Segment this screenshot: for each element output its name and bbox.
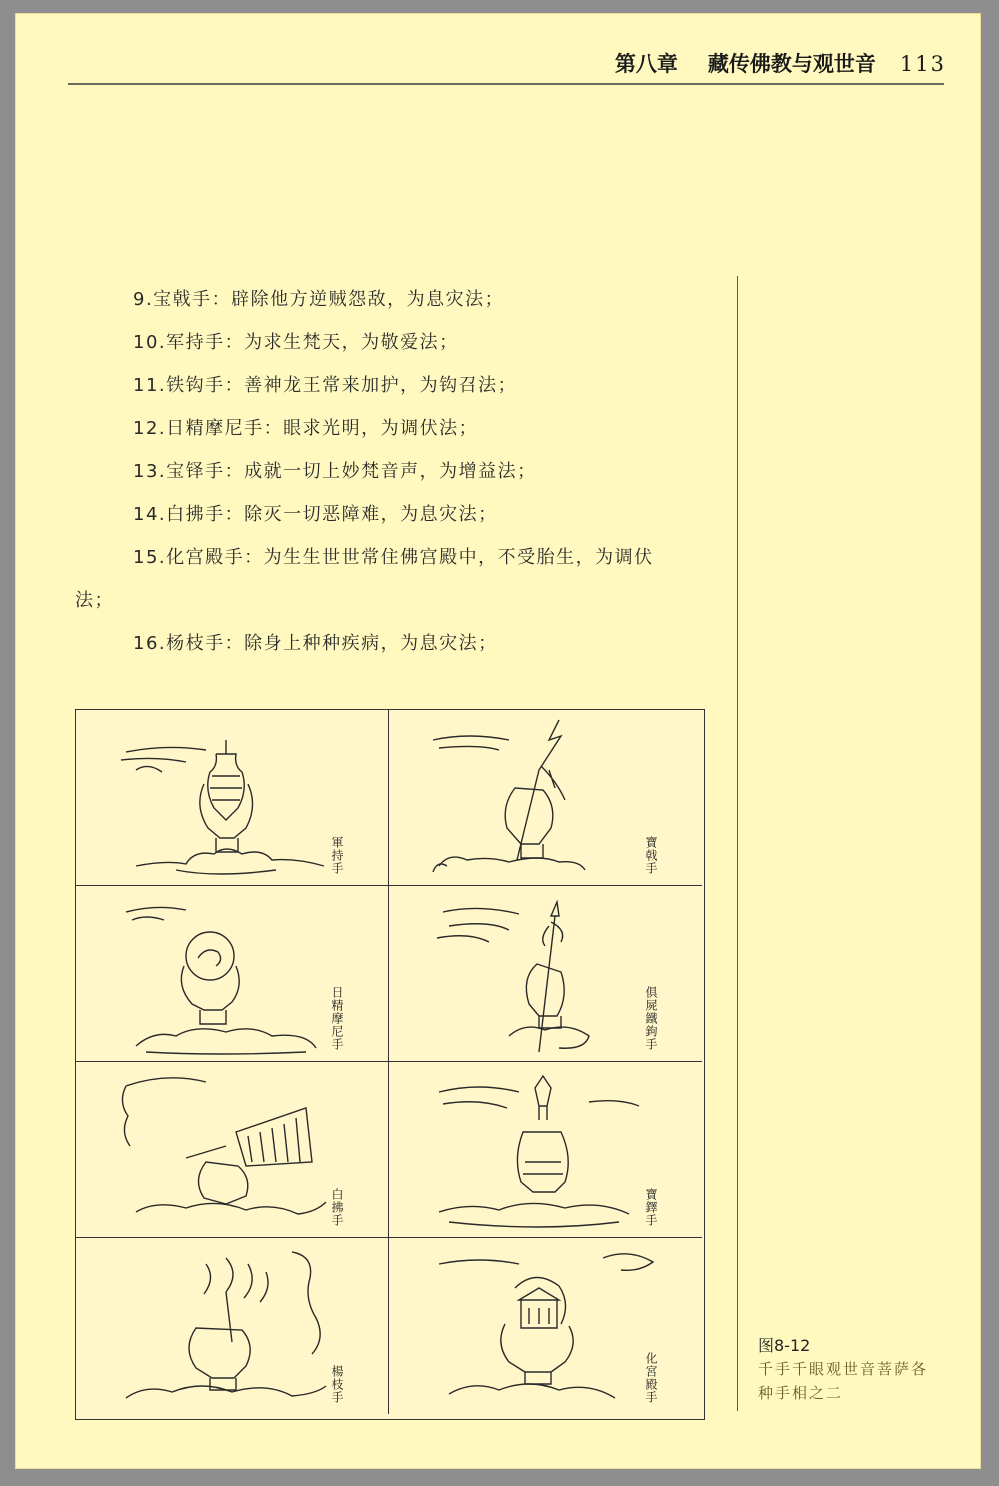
- panel-whisk-hand: [76, 1062, 389, 1238]
- panel-sun-jewel-hand: [76, 886, 389, 1062]
- header-rule: [68, 83, 944, 85]
- book-page: [15, 13, 981, 1469]
- panel-bell-hand: [389, 1062, 702, 1238]
- body-line-14: 14.白拂手：除灭一切恶障难，为息灾法；: [133, 504, 498, 525]
- margin-rule: [737, 276, 738, 1411]
- body-line-16: 16.杨枝手：除身上种种疾病，为息灾法；: [133, 633, 498, 654]
- hand-gestures-figure: [75, 709, 705, 1420]
- body-line-10: 10.军持手：为求生梵天，为敬爱法；: [133, 332, 459, 353]
- panel-label: 日精摩尼手: [330, 986, 344, 1051]
- figure-caption: [758, 1333, 968, 1404]
- panel-label: 寶鐸手: [644, 1188, 658, 1227]
- panel-iron-hook-hand: [389, 886, 702, 1062]
- panel-label: 俱屍鐵鉤手: [644, 986, 658, 1051]
- panel-label: 白拂手: [330, 1188, 344, 1227]
- body-line-15: 15.化宫殿手：为生生世世常住佛宫殿中，不受胎生，为调伏: [133, 547, 654, 568]
- panel-label: 楊枝手: [330, 1365, 344, 1404]
- body-line-11: 11.铁钩手：善神龙王常来加护，为钩召法；: [133, 375, 518, 396]
- figure-number: 图8-12: [758, 1336, 811, 1355]
- body-line-12: 12.日精摩尼手：眼求光明，为调伏法；: [133, 418, 479, 439]
- chapter-title: 藏传佛教与观世音: [707, 51, 876, 76]
- body-line-9: 9.宝戟手：辟除他方逆贼怨敌，为息灾法；: [133, 289, 505, 310]
- panel-willow-hand: [76, 1238, 389, 1414]
- chapter-label: 第八章: [614, 51, 678, 76]
- body-line-13: 13.宝铎手：成就一切上妙梵音声，为增益法；: [133, 461, 537, 482]
- panel-label: 化宮殿手: [644, 1352, 658, 1404]
- figure-caption-line2: 种手相之二: [758, 1384, 844, 1402]
- panel-label: 軍持手: [330, 836, 344, 875]
- running-head: [15, 48, 946, 78]
- figure-caption-line1: 千手千眼观世音菩萨各: [758, 1360, 929, 1378]
- body-line-15-cont: 法；: [75, 590, 114, 611]
- panel-halberd-hand: [389, 710, 702, 886]
- page-number: 113: [899, 52, 946, 76]
- body-text: [75, 285, 735, 672]
- panel-vase-hand: [76, 710, 389, 886]
- panel-label: 寶戟手: [644, 836, 658, 875]
- panel-palace-hand: [389, 1238, 702, 1414]
